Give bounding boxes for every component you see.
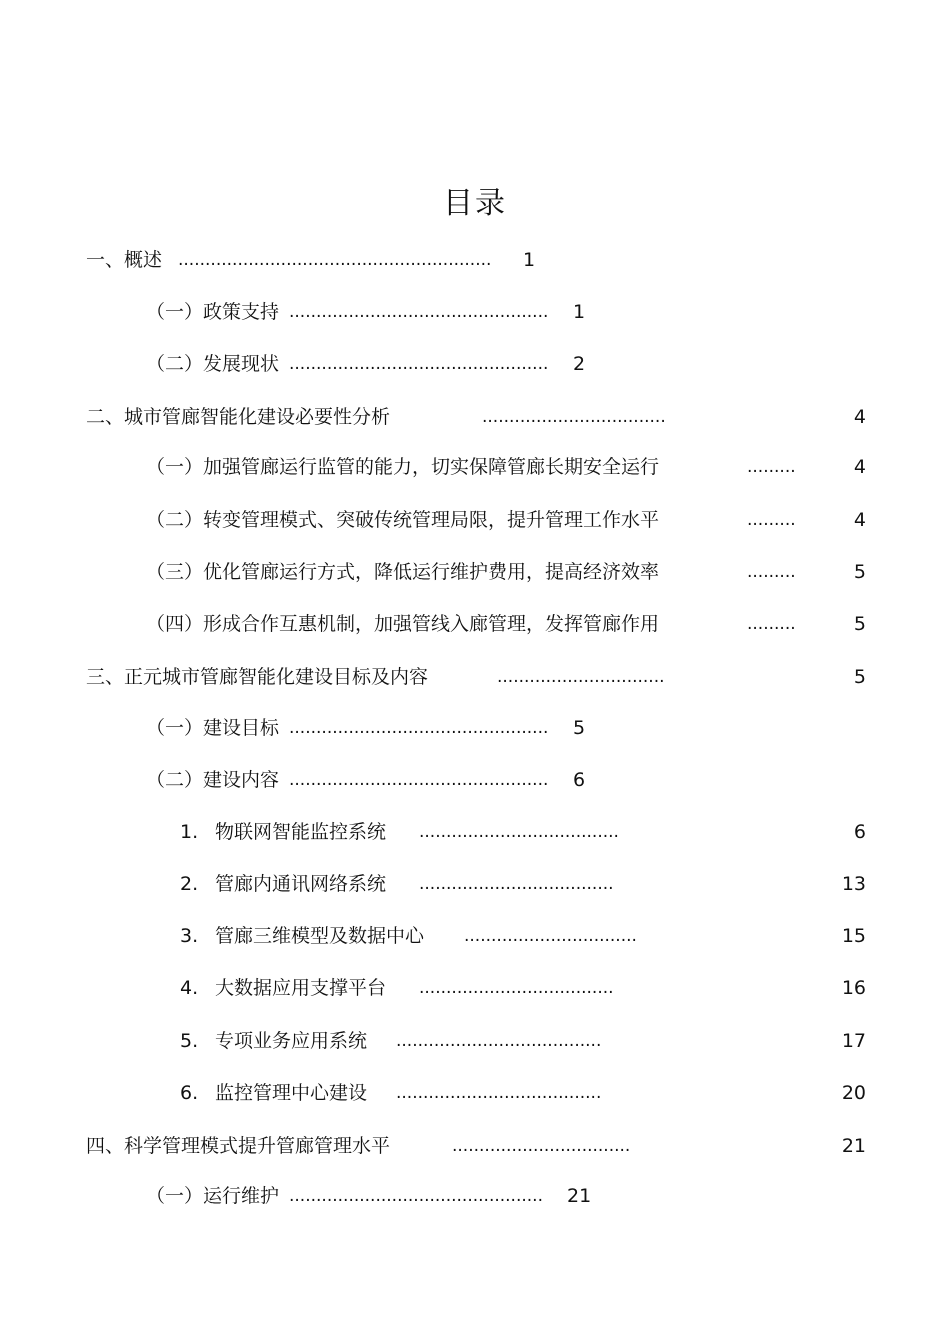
toc-entry-text: （四）形成合作互惠机制，加强管线入廊管理，发挥管廊作用: [146, 613, 660, 635]
toc-entry-text: （一）建设目标: [146, 717, 280, 739]
toc-leader-dots: .........: [747, 510, 796, 530]
toc-page-number: 2: [573, 353, 586, 375]
toc-entry-text: （二）发展现状: [146, 353, 280, 375]
toc-entry-text: 专项业务应用系统: [215, 1030, 368, 1052]
toc-entry[interactable]: [180, 817, 866, 847]
toc-entry-number: 4.: [180, 977, 199, 999]
toc-entry-number: 6.: [180, 1082, 199, 1104]
toc-entry-text: 大数据应用支撑平台: [215, 977, 387, 999]
toc-page-number: 4: [853, 406, 866, 428]
toc-entry[interactable]: [146, 505, 866, 535]
toc-entry[interactable]: [146, 297, 866, 327]
toc-leader-dots: .........: [747, 562, 796, 582]
toc-page-number: 20: [841, 1082, 866, 1104]
toc-entry-number: 1.: [180, 821, 199, 843]
toc-page-number: 5: [853, 666, 866, 688]
toc-entry[interactable]: [146, 609, 866, 639]
toc-page-number: 4: [853, 456, 866, 478]
toc-entry[interactable]: [86, 245, 866, 275]
toc-entry[interactable]: [146, 452, 866, 482]
toc-entry[interactable]: [180, 973, 866, 1003]
toc-leader-dots: .................................: [452, 1136, 631, 1156]
toc-page-number: 15: [841, 925, 866, 947]
toc-leader-dots: ................................................: [289, 718, 549, 738]
toc-entry-text: （一）加强管廊运行监管的能力，切实保障管廊长期安全运行: [146, 456, 660, 478]
toc-entry-number: 5.: [180, 1030, 199, 1052]
toc-leader-dots: ................................................: [289, 770, 549, 790]
toc-page-number: 5: [573, 717, 586, 739]
toc-entry[interactable]: [146, 713, 866, 743]
toc-entry-text: （二）转变管理模式、突破传统管理局限，提升管理工作水平: [146, 509, 660, 531]
toc-leader-dots: ...............................................: [289, 1186, 543, 1206]
toc-entry-text: （一）政策支持: [146, 301, 280, 323]
toc-leader-dots: .........: [747, 457, 796, 477]
toc-leader-dots: ......................................: [396, 1083, 602, 1103]
toc-leader-dots: ..................................: [482, 407, 666, 427]
toc-entry[interactable]: [180, 921, 866, 951]
toc-leader-dots: .........: [747, 614, 796, 634]
toc-entry[interactable]: [180, 1026, 866, 1056]
toc-entry-text: 二、城市管廊智能化建设必要性分析: [86, 406, 391, 428]
toc-entry-text: 管廊内通讯网络系统: [215, 873, 387, 895]
toc-entry-text: 三、正元城市管廊智能化建设目标及内容: [86, 666, 429, 688]
toc-leader-dots: ................................................: [289, 302, 549, 322]
toc-page-number: 5: [853, 613, 866, 635]
toc-page-number: 13: [841, 873, 866, 895]
toc-leader-dots: ....................................: [419, 874, 614, 894]
toc-entry-text: （二）建设内容: [146, 769, 280, 791]
toc-entry-text: 管廊三维模型及数据中心: [215, 925, 425, 947]
toc-page-number: 6: [853, 821, 866, 843]
toc-entry-text: （三）优化管廊运行方式，降低运行维护费用，提高经济效率: [146, 561, 660, 583]
toc-entry-text: 四、科学管理模式提升管廊管理水平: [86, 1135, 391, 1157]
toc-entry[interactable]: [86, 402, 866, 432]
toc-page-number: 6: [573, 769, 586, 791]
toc-entry[interactable]: [146, 765, 866, 795]
toc-page-number: 5: [853, 561, 866, 583]
toc-page-number: 1: [523, 249, 536, 271]
toc-leader-dots: ..........................................................: [178, 250, 492, 270]
toc-leader-dots: ................................................: [289, 354, 549, 374]
toc-entry[interactable]: [180, 1078, 866, 1108]
toc-page-number: 21: [567, 1185, 592, 1207]
toc-leader-dots: ......................................: [396, 1031, 602, 1051]
toc-entry[interactable]: [146, 1181, 866, 1211]
toc-entry[interactable]: [86, 1131, 866, 1161]
toc-entry-text: 物联网智能监控系统: [215, 821, 387, 843]
toc-leader-dots: ....................................: [419, 978, 614, 998]
toc-page-number: 4: [853, 509, 866, 531]
toc-leader-dots: .....................................: [419, 822, 619, 842]
toc-leader-dots: ...............................: [497, 667, 665, 687]
toc-title: 目录: [443, 186, 507, 221]
toc-entry-text: 监控管理中心建设: [215, 1082, 368, 1104]
toc-entry-number: 2.: [180, 873, 199, 895]
toc-entry[interactable]: [146, 557, 866, 587]
toc-page-number: 1: [573, 301, 586, 323]
toc-entry-number: 3.: [180, 925, 199, 947]
toc-page-number: 17: [841, 1030, 866, 1052]
toc-entry[interactable]: [146, 349, 866, 379]
toc-entry[interactable]: [86, 662, 866, 692]
toc-entry-text: 一、概述: [86, 249, 163, 271]
toc-page-number: 16: [841, 977, 866, 999]
toc-leader-dots: ................................: [464, 926, 637, 946]
toc-entry-text: （一）运行维护: [146, 1185, 280, 1207]
toc-page-number: 21: [841, 1135, 866, 1157]
toc-entry[interactable]: [180, 869, 866, 899]
